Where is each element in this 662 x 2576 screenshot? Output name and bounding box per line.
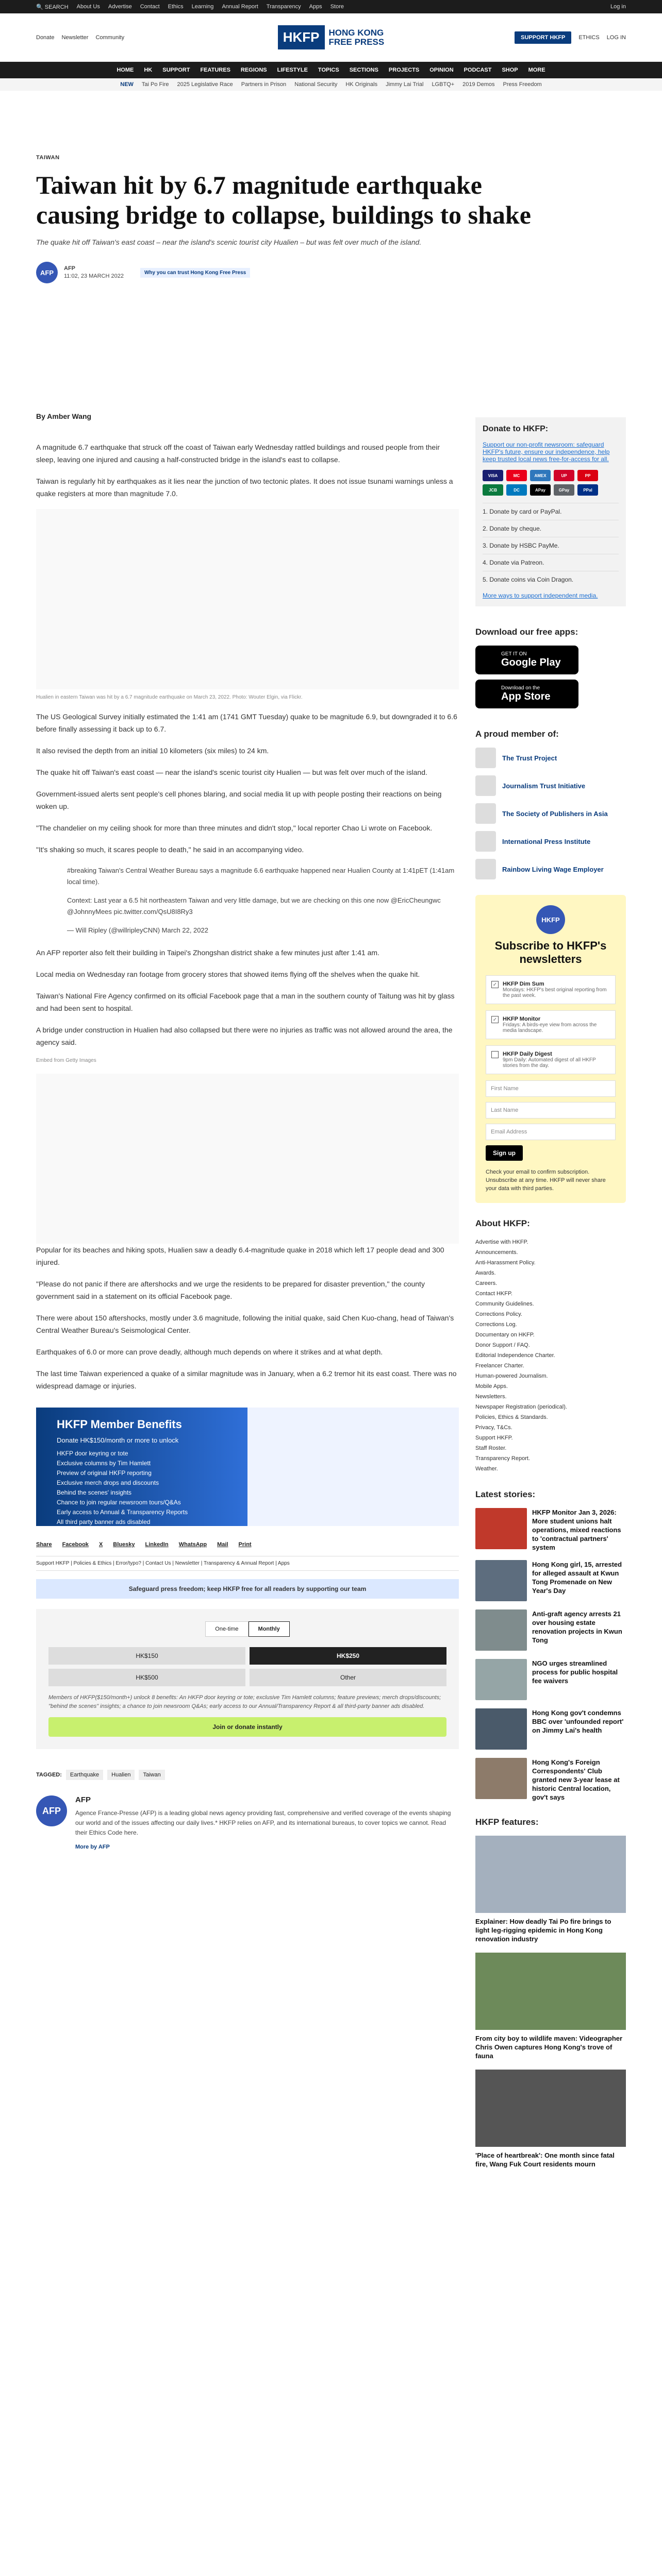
paragraph: It also revised the depth from an initial 10 kilometers (six miles) to 24 km.	[36, 747, 269, 755]
about-link[interactable]: Careers.	[475, 1280, 498, 1286]
getty-embed-label: Embed from Getty Images	[36, 1058, 96, 1063]
jcb-icon: JCB	[483, 484, 503, 496]
share-link[interactable]: Share	[36, 1541, 52, 1548]
latest-story[interactable]	[475, 1758, 626, 1802]
tag[interactable]: Hualien	[107, 1770, 135, 1780]
article-meta	[36, 262, 626, 283]
member-logo[interactable]	[475, 859, 626, 879]
story-thumbnail	[475, 1708, 527, 1750]
nav-item[interactable]: OPINION	[429, 67, 454, 73]
donate-option[interactable]: 2. Donate by cheque.	[483, 520, 619, 537]
tab-monthly[interactable]: Monthly	[249, 1621, 290, 1637]
article-body	[36, 412, 459, 1850]
about-link[interactable]: Donor Support / FAQ.	[475, 1342, 530, 1348]
more-by-author[interactable]: More by AFP	[75, 1844, 110, 1850]
checkbox-checked-icon[interactable]: ✓	[491, 981, 499, 988]
nav-item[interactable]: HK	[144, 67, 153, 73]
benefit-item: Behind the scenes' insights	[57, 1489, 132, 1496]
top-link[interactable]: Annual Report	[222, 4, 258, 10]
trending-item[interactable]: Tai Po Fire	[141, 81, 169, 88]
share-bar	[36, 1541, 459, 1548]
top-link[interactable]: Advertise	[108, 4, 132, 10]
email-input[interactable]: Email Address	[486, 1124, 616, 1140]
about-link[interactable]: Corrections Log.	[475, 1321, 517, 1328]
share-link[interactable]: X	[98, 1541, 103, 1548]
top-link[interactable]: Store	[330, 4, 344, 10]
login-link[interactable]: Log in	[610, 4, 626, 10]
story-title: Hong Kong gov't condemns BBC over 'unfounded report' on Jimmy Lai's health	[532, 1709, 624, 1734]
story-thumbnail	[475, 1508, 527, 1549]
author-avatar[interactable]: AFP	[36, 262, 58, 283]
nav-item[interactable]: REGIONS	[240, 67, 267, 73]
trending-item[interactable]: Partners in Prison	[241, 81, 287, 88]
tags-label: TAGGED:	[36, 1772, 62, 1778]
share-link[interactable]: Mail	[217, 1541, 228, 1548]
paragraph: There were about 150 aftershocks, mostly under 3.6 magnitude, following the initial quake, said Chen Kuo-chang, head of Taiwan's Central Weather Bureau's Seismological Center.	[36, 1314, 454, 1334]
nav-item[interactable]: MORE	[528, 67, 545, 73]
article-kicker[interactable]: TAIWAN	[36, 155, 60, 161]
amount-option[interactable]: Other	[250, 1669, 446, 1686]
header-left	[36, 35, 253, 41]
paragraph: Taiwan's National Fire Agency confirmed on its official Facebook page that a man in the southern county of Taitung was hit by glass and had been sent to hospital.	[36, 992, 455, 1012]
apple-pay-icon: APay	[530, 484, 551, 496]
member-benefits-banner[interactable]	[36, 1408, 459, 1526]
about-title: About HKFP:	[475, 1218, 530, 1228]
member-label: Rainbow Living Wage Employer	[502, 865, 604, 873]
tweet-text: #breaking Taiwan's Central Weather Bureau says a magnitude 6.6 earthquake happened near Hualien County at 1:41pET (1:41am local time).	[67, 867, 455, 886]
latest-story[interactable]	[475, 1708, 626, 1750]
donate-tabs	[48, 1621, 446, 1637]
author-info	[64, 265, 124, 280]
option-desc: 9pm Daily: Automated digest of all HKFP stories from the day.	[503, 1057, 596, 1069]
paragraph: Government-issued alerts sent people's cell phones blaring, and social media lit up with people posting their reactions on being woken up.	[36, 790, 442, 810]
about-links	[475, 1237, 626, 1474]
share-link[interactable]: Print	[238, 1541, 252, 1548]
feature-story[interactable]	[475, 1953, 626, 2060]
member-label: The Trust Project	[502, 754, 557, 762]
option-desc: Mondays: HKFP's best original reporting from the past week.	[503, 987, 607, 998]
logo-line-1: HONG KONG	[328, 27, 384, 38]
about-link[interactable]: Newspaper Registration (periodical).	[475, 1404, 567, 1410]
paragraph: "The chandelier on my ceiling shook for more than three minutes and didn't stop," local reporter Chao Li wrote on Facebook.	[36, 824, 433, 832]
benefit-item: Early access to Annual & Transparency Reports	[57, 1509, 188, 1516]
nav-item[interactable]: PODCAST	[464, 67, 492, 73]
nav-item[interactable]: SHOP	[502, 67, 518, 73]
top-link[interactable]: Learning	[191, 4, 214, 10]
paragraph: The last time Taiwan experienced a quake of a similar magnitude was in January, when a 6.2 tremor hit its east coast. There was no widespread damage or injuries.	[36, 1369, 457, 1390]
byline: By Amber Wang	[36, 412, 92, 420]
donate-option[interactable]: 4. Donate via Patreon.	[483, 554, 619, 571]
badge-big: App Store	[501, 691, 551, 702]
latest-title: Latest stories:	[475, 1489, 536, 1499]
article-header	[36, 155, 626, 283]
story-title: Anti-graft agency arrests 21 over housing estate renovation projects in Kwun Tong	[532, 1610, 622, 1644]
about-link[interactable]: Staff Roster.	[475, 1445, 507, 1451]
newsletter-title: Subscribe to HKFP's newsletters	[494, 939, 607, 965]
donate-box	[475, 417, 626, 606]
about-link[interactable]: Transparency Report.	[475, 1455, 530, 1462]
google-pay-icon: GPay	[554, 484, 574, 496]
amex-icon: AMEX	[530, 470, 551, 481]
ipi-icon	[475, 831, 496, 852]
trending-item[interactable]: 2019 Demos	[462, 81, 495, 88]
member-logo[interactable]	[475, 775, 626, 796]
benefit-item: Preview of original HKFP reporting	[57, 1469, 152, 1477]
newsletter-box	[475, 895, 626, 1203]
about-link[interactable]: Community Guidelines.	[475, 1301, 534, 1307]
story-title: Hong Kong girl, 15, arrested for alleged assault at Kwun Tong Promenade on New Year's Day	[532, 1561, 622, 1595]
trending-item[interactable]: Jimmy Lai Trial	[386, 81, 424, 88]
trending-item[interactable]: Press Freedom	[503, 81, 542, 88]
paragraph: "It's shaking so much, it scares people to death," he said in an accompanying video.	[36, 845, 304, 854]
apps-title: Download our free apps:	[475, 627, 578, 637]
story-thumbnail	[475, 1609, 527, 1651]
signup-button[interactable]: Sign up	[486, 1145, 523, 1161]
member-logo[interactable]	[475, 831, 626, 852]
paragraph: The quake hit off Taiwan's east coast — near the island's scenic tourist city Hualien — but was felt over much of the island.	[36, 768, 427, 776]
sopa-icon	[475, 803, 496, 824]
article-title: Taiwan hit by 6.7 magnitude earthquake causing bridge to collapse, buildings to shake	[36, 171, 531, 229]
trending-item[interactable]: LGBTQ+	[432, 81, 455, 88]
story-title: HKFP Monitor Jan 3, 2026: More student unions halt operations, mixed reactions to 'contractual partners' system	[532, 1509, 621, 1551]
last-name-input[interactable]: Last Name	[486, 1102, 616, 1118]
share-link[interactable]: WhatsApp	[178, 1541, 207, 1548]
donate-note: Members of HKFP($150/month+) unlock 8 benefits: An HKFP door keyring or tote; exclusive Tim Hamlett columns; feature previews; merch drops/discounts; "behind the scenes" insights; a chance to join newsroom Q&As; early access to our Annual/Transparency Report & all third-party banner ads disabled.	[48, 1694, 441, 1709]
about-link[interactable]: Announcements.	[475, 1249, 518, 1256]
about-link[interactable]: Support HKFP.	[475, 1435, 513, 1441]
author-box-text	[75, 1795, 459, 1850]
feature-image	[475, 1836, 626, 1913]
paragraph: "Please do not panic if there are aftershocks and we urge the residents to be prepared for disaster prevention," the county government said in a statement on its official Facebook page.	[36, 1280, 425, 1300]
amount-option[interactable]: HK$150	[48, 1647, 245, 1665]
payme-icon: PP	[577, 470, 598, 481]
header-link[interactable]: Community	[95, 34, 125, 41]
app-store-badge[interactable]	[475, 680, 578, 708]
option-title: HKFP Dim Sum	[503, 981, 544, 987]
search-link[interactable]: 🔍 SEARCH	[36, 4, 69, 10]
photo-caption: Hualien in eastern Taiwan was hit by a 6.7 magnitude earthquake on March 23, 2022. Photo: Wouter Elgin, via Flickr.	[36, 694, 303, 700]
feature-image	[475, 2070, 626, 2147]
mastercard-icon: MC	[506, 470, 527, 481]
tag[interactable]: Earthquake	[66, 1770, 103, 1780]
story-title: NGO urges streamlined process for public hospital fee waivers	[532, 1659, 618, 1685]
logo-text	[329, 28, 385, 47]
trust-link[interactable]: Why you can trust Hong Kong Free Press	[140, 268, 250, 278]
about-link[interactable]: Awards.	[475, 1270, 496, 1276]
article-subtitle: The quake hit off Taiwan's east coast – near the island's scenic tourist city Hualien – but was felt over much of the island.	[36, 238, 422, 246]
option-desc: Fridays: A birds-eye view from across the media landscape.	[503, 1022, 597, 1033]
header-link[interactable]: Donate	[36, 34, 55, 41]
feature-title: 'Place of heartbreak': One month since fatal fire, Wang Fuk Court residents mourn	[475, 2151, 615, 2168]
feature-story[interactable]	[475, 1836, 626, 1943]
getty-embed	[36, 1074, 459, 1244]
newsletter-option[interactable]	[486, 1010, 616, 1039]
nav-item[interactable]: FEATURES	[200, 67, 230, 73]
newsletter-logo: HKFP	[536, 905, 565, 934]
top-link[interactable]: Transparency	[266, 4, 301, 10]
author-box-name[interactable]: AFP	[75, 1795, 91, 1804]
header-link[interactable]: ETHICS	[578, 34, 600, 41]
diners-icon: DC	[506, 484, 527, 496]
donate-text[interactable]: Support our non-profit newsroom: safeguard HKFP's future, ensure our independence, help keep trusted local news free-for-access for all.	[483, 441, 610, 463]
story-thumbnail	[475, 1758, 527, 1799]
latest-story[interactable]	[475, 1560, 626, 1601]
about-link[interactable]: Freelancer Charter.	[475, 1363, 524, 1369]
jti-icon	[475, 775, 496, 796]
search-label: SEARCH	[44, 4, 69, 10]
donate-option[interactable]: 1. Donate by card or PayPal.	[483, 503, 619, 520]
amount-option[interactable]: HK$500	[48, 1669, 245, 1686]
tab-one-time[interactable]: One-time	[205, 1621, 248, 1637]
author-name[interactable]: AFP	[64, 265, 75, 272]
benefit-list	[57, 1449, 188, 1527]
payment-icons	[483, 470, 619, 496]
newsletter-note: Check your email to confirm subscription. Unsubscribe at any time. HKFP will never share your data with third parties.	[486, 1169, 606, 1192]
latest-story[interactable]	[475, 1609, 626, 1651]
donate-widget	[36, 1609, 459, 1749]
author-box-avatar[interactable]: AFP	[36, 1795, 67, 1826]
top-link[interactable]: Apps	[309, 4, 322, 10]
support-button[interactable]: SUPPORT HKFP	[515, 31, 571, 44]
donate-title: Donate to HKFP:	[483, 425, 549, 433]
author-box	[36, 1795, 459, 1850]
option-title: HKFP Daily Digest	[503, 1051, 552, 1057]
amount-grid	[48, 1647, 446, 1686]
tweet-text: Context: Last year a 6.5 hit northeastern Taiwan and very little damage, but we are checking on this one now @EricCheungwc @JohnnyMees pic.twitter.com/QsU8I8Ry3	[67, 896, 441, 916]
member-label: Journalism Trust Initiative	[502, 782, 586, 790]
safeguard-banner[interactable]: Safeguard press freedom; keep HKFP free for all readers by supporting our team	[36, 1579, 459, 1599]
checkbox-checked-icon[interactable]: ✓	[491, 1016, 499, 1023]
share-link[interactable]: Facebook	[62, 1541, 89, 1548]
option-title: HKFP Monitor	[503, 1016, 541, 1022]
benefit-item: HKFP door keyring or tote	[57, 1450, 128, 1457]
feature-image	[475, 1953, 626, 2030]
features-title: HKFP features:	[475, 1817, 539, 1827]
feature-title: Explainer: How deadly Tai Po fire brings to light leg-rigging epidemic in Hong Kong renovation industry	[475, 1918, 611, 1943]
badge-small: Download on the	[501, 685, 540, 691]
nav-item[interactable]: LIFESTYLE	[277, 67, 308, 73]
latest-story[interactable]	[475, 1659, 626, 1700]
nav-item[interactable]: SECTIONS	[349, 67, 378, 73]
about-link[interactable]: Corrections Policy.	[475, 1311, 522, 1317]
story-thumbnail	[475, 1560, 527, 1601]
google-play-badge[interactable]	[475, 646, 578, 674]
article-photo	[36, 509, 459, 689]
feature-title: From city boy to wildlife maven: Videographer Chris Owen captures Hong Kong's trove of fauna	[475, 2035, 623, 2060]
site-logo[interactable]	[278, 25, 384, 49]
about-link[interactable]: Advertise with HKFP.	[475, 1239, 528, 1245]
paragraph: The US Geological Survey initially estimated the 1:41 am (1741 GMT Tuesday) quake to be magnitude 6.9, but downgraded it to 6.6 before finally assessing it back up to 6.7.	[36, 713, 457, 733]
paragraph: A bridge under construction in Hualien had also collapsed but there were no injuries as traffic was not allowed around the area, the agency said.	[36, 1026, 453, 1046]
paragraph: An AFP reporter also felt their building in Taipei's Zhongshan district shake a few minutes just after 1:41 am.	[36, 948, 379, 957]
share-link[interactable]: LinkedIn	[145, 1541, 169, 1548]
logo-mark: HKFP	[278, 25, 325, 49]
about-link[interactable]: Mobile Apps.	[475, 1383, 508, 1389]
about-link[interactable]: Policies, Ethics & Standards.	[475, 1414, 548, 1420]
nav-item[interactable]: SUPPORT	[162, 67, 190, 73]
signup-row	[486, 1145, 616, 1161]
member-label: The Society of Publishers in Asia	[502, 809, 608, 818]
trending-item[interactable]: National Security	[294, 81, 338, 88]
member-title: A proud member of:	[475, 729, 559, 739]
unionpay-icon: UP	[554, 470, 574, 481]
benefit-title: HKFP Member Benefits	[57, 1418, 182, 1431]
benefit-subtitle: Donate HK$150/month or more to unlock	[57, 1436, 179, 1444]
logo-line-2: FREE PRESS	[328, 37, 385, 47]
benefit-item: Exclusive columns by Tim Hamlett	[57, 1460, 151, 1467]
tweet-embed	[67, 865, 459, 936]
tag[interactable]: Taiwan	[139, 1770, 164, 1780]
more-ways-link[interactable]: More ways to support independent media.	[483, 592, 598, 599]
nav-item[interactable]: HOME	[117, 67, 134, 73]
tag-list	[36, 1770, 459, 1780]
story-title: Hong Kong's Foreign Correspondents' Club granted new 3-year lease at historic Central location, gov't says	[532, 1758, 620, 1801]
trending-item[interactable]: HK Originals	[345, 81, 378, 88]
policy-links[interactable]: Support HKFP | Policies & Ethics | Error/typo? | Contact Us | Newsletter | Transparency & Annual Report | Apps	[36, 1556, 459, 1571]
paypal-icon: PPal	[577, 484, 598, 496]
paragraph: Taiwan is regularly hit by earthquakes as it lies near the junction of two tectonic plates. It does not issue tsunami warnings unless a quake registers at more than magnitude 7.0.	[36, 477, 453, 498]
app-store-badges	[475, 646, 626, 708]
top-link[interactable]: About Us	[76, 4, 100, 10]
amount-option[interactable]: HK$250	[250, 1647, 446, 1665]
top-link[interactable]: Ethics	[168, 4, 184, 10]
join-donate-button[interactable]: Join or donate instantly	[48, 1717, 446, 1737]
visa-icon: VISA	[483, 470, 503, 481]
tweet-attribution[interactable]: — Will Ripley (@willripleyCNN) March 22, 2022	[67, 926, 208, 934]
share-link[interactable]: Bluesky	[113, 1541, 135, 1548]
member-logo[interactable]	[475, 748, 626, 768]
benefit-item: Exclusive merch drops and discounts	[57, 1479, 159, 1486]
top-link[interactable]: Contact	[140, 4, 160, 10]
nav-item[interactable]: PROJECTS	[388, 67, 420, 73]
about-link[interactable]: Privacy, T&Cs.	[475, 1425, 512, 1431]
header-link[interactable]: LOG IN	[606, 34, 626, 41]
top-utility-bar	[0, 0, 662, 13]
benefit-item: Chance to join regular newsroom tours/Q&As	[57, 1499, 181, 1506]
author-box-bio: Agence France-Presse (AFP) is a leading global news agency providing fast, comprehensive and verified coverage of the events shaping our world and of the issues affecting our daily lives.* HKFP relies on AFP, and its international bureaus, to cover topics we cannot. Read their Ethics Code here.	[75, 1809, 451, 1836]
about-link[interactable]: Weather.	[475, 1466, 498, 1472]
latest-story[interactable]	[475, 1508, 626, 1552]
sidebar	[475, 417, 626, 2178]
donate-option[interactable]: 3. Donate by HSBC PayMe.	[483, 537, 619, 554]
living-wage-icon	[475, 859, 496, 879]
paragraph: Earthquakes of 6.0 or more can prove deadly, although much depends on where it strikes and at what depth.	[36, 1348, 383, 1356]
benefit-item: All third party banner ads disabled	[57, 1518, 151, 1526]
nav-item[interactable]: TOPICS	[318, 67, 339, 73]
header-right	[409, 31, 626, 44]
trending-bar	[0, 78, 662, 91]
member-label: International Press Institute	[502, 837, 591, 845]
about-link[interactable]: Human-powered Journalism.	[475, 1373, 548, 1379]
main-nav	[0, 62, 662, 78]
publish-date: 11:02, 23 MARCH 2022	[64, 273, 124, 279]
paragraph: A magnitude 6.7 earthquake that struck off the coast of Taiwan early Wednesday rattled buildings and roused people from their sleep, leaving one injured and causing a half-constructed bridge in the island's east to collapse.	[36, 443, 440, 464]
about-link[interactable]: Newsletters.	[475, 1394, 507, 1400]
about-link[interactable]: Anti-Harassment Policy.	[475, 1260, 536, 1266]
badge-small: GET IT ON	[501, 651, 527, 657]
newsletter-option[interactable]	[486, 1045, 616, 1074]
about-link[interactable]: Contact HKFP.	[475, 1291, 512, 1297]
first-name-input[interactable]: First Name	[486, 1080, 616, 1097]
donate-option[interactable]: 5. Donate coins via Coin Dragon.	[483, 571, 619, 588]
paragraph: Popular for its beaches and hiking spots, Hualien saw a deadly 6.4-magnitude quake in 2018 which left 17 people dead and 300 injured.	[36, 1246, 444, 1266]
story-thumbnail	[475, 1659, 527, 1700]
trending-label: NEW	[120, 81, 134, 88]
checkbox-icon[interactable]	[491, 1051, 499, 1058]
about-link[interactable]: Documentary on HKFP.	[475, 1332, 535, 1338]
paragraph: Local media on Wednesday ran footage from grocery stores that showed items flying off the shelves when the quake hit.	[36, 970, 420, 978]
site-header	[0, 13, 662, 62]
trending-item[interactable]: 2025 Legislative Race	[177, 81, 233, 88]
about-link[interactable]: Editorial Independence Charter.	[475, 1352, 555, 1359]
badge-big: Google Play	[501, 657, 561, 668]
feature-story[interactable]	[475, 2070, 626, 2168]
newsletter-option[interactable]	[486, 975, 616, 1004]
trust-project-icon	[475, 748, 496, 768]
member-logo[interactable]	[475, 803, 626, 824]
header-link[interactable]: Newsletter	[61, 34, 89, 41]
